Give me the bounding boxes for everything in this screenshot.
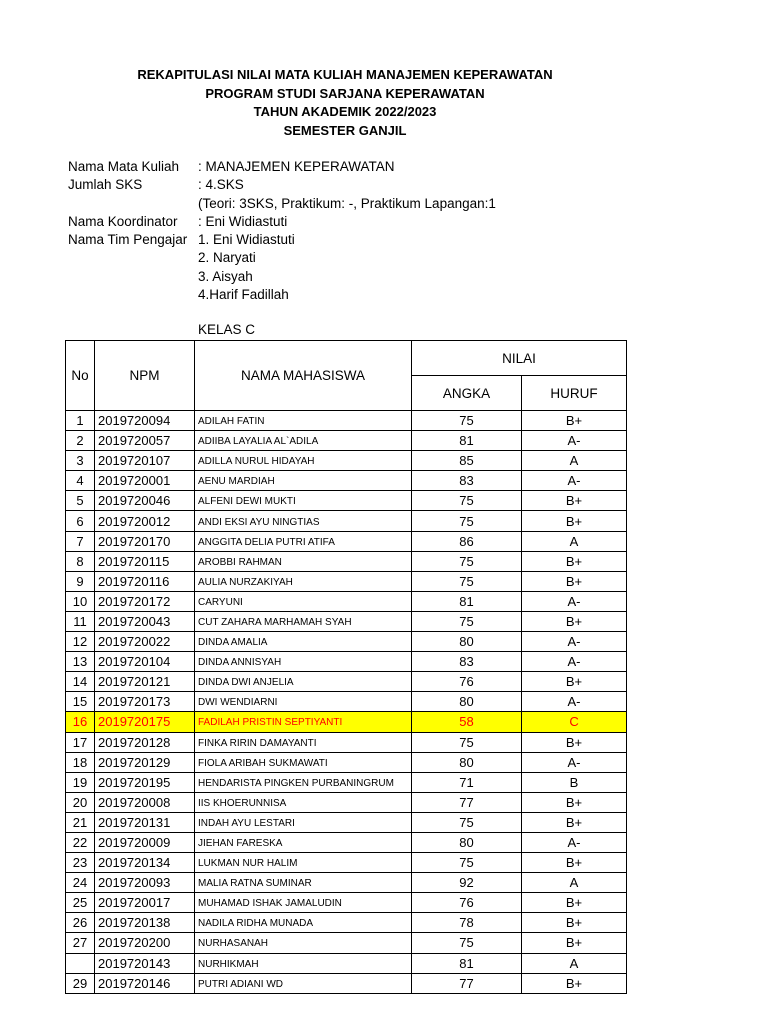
table-row [66, 652, 627, 672]
table-row [66, 712, 627, 732]
row-angka: 75 [412, 611, 522, 631]
row-nama: MALIA RATNA SUMINAR [195, 873, 412, 893]
row-no: 22 [66, 832, 95, 852]
row-npm: 2019720104 [95, 652, 195, 672]
row-nama: DWI WENDIARNI [195, 692, 412, 712]
row-angka: 76 [412, 893, 522, 913]
info-row-tim-2 [68, 249, 496, 267]
row-huruf: A [522, 953, 627, 973]
row-nama: HENDARISTA PINGKEN PURBANINGRUM [195, 772, 412, 792]
table-row [66, 431, 627, 451]
row-nama: ANGGITA DELIA PUTRI ATIFA [195, 531, 412, 551]
tim-pengajar-member: 2. Naryati [198, 250, 256, 266]
title-line-4: SEMESTER GANJIL [283, 122, 407, 138]
row-huruf: B+ [522, 672, 627, 692]
table-row [66, 632, 627, 652]
row-huruf: B+ [522, 411, 627, 431]
row-nama: NADILA RIDHA MUNADA [195, 913, 412, 933]
mata-kuliah-label: Nama Mata Kuliah [68, 159, 180, 174]
row-nama: FINKA RIRIN DAMAYANTI [195, 732, 412, 752]
table-row [66, 531, 627, 551]
info-row-tim-3 [68, 268, 496, 286]
kelas-label: KELAS C [198, 322, 256, 337]
row-huruf: A [522, 873, 627, 893]
row-no: 13 [66, 652, 95, 672]
row-npm: 2019720116 [95, 571, 195, 591]
row-angka: 80 [412, 752, 522, 772]
row-no: 10 [66, 591, 95, 611]
row-npm: 2019720200 [95, 933, 195, 953]
row-huruf: B+ [522, 511, 627, 531]
row-nama: IIS KHOERUNNISA [195, 792, 412, 812]
row-angka: 80 [412, 692, 522, 712]
row-npm: 2019720195 [95, 772, 195, 792]
title-line-3: TAHUN AKADEMIK 2022/2023 [253, 104, 437, 119]
row-nama: NURHIKMAH [195, 953, 412, 973]
row-angka: 75 [412, 551, 522, 571]
row-npm: 2019720094 [95, 411, 195, 431]
row-npm: 2019720001 [95, 471, 195, 491]
table-row [66, 451, 627, 471]
row-angka: 75 [412, 933, 522, 953]
info-row-sks [68, 176, 496, 194]
row-huruf: B+ [522, 933, 627, 953]
row-angka: 78 [412, 913, 522, 933]
row-npm: 2019720134 [95, 853, 195, 873]
mata-kuliah-value: : MANAJEMEN KEPERAWATAN [198, 159, 395, 174]
table-row [66, 772, 627, 792]
table-row [66, 471, 627, 491]
row-huruf: B+ [522, 893, 627, 913]
row-nama: ADILAH FATIN [195, 411, 412, 431]
course-info [68, 158, 496, 304]
info-row-koordinator [68, 213, 496, 231]
row-no: 16 [66, 712, 95, 732]
row-angka: 81 [412, 953, 522, 973]
row-angka: 75 [412, 732, 522, 752]
row-nama: ALFENI DEWI MUKTI [195, 491, 412, 511]
row-angka: 71 [412, 772, 522, 792]
grades-table-body [66, 411, 627, 994]
table-row [66, 752, 627, 772]
row-no: 9 [66, 571, 95, 591]
table-row [66, 812, 627, 832]
koordinator-label: Nama Koordinator [68, 213, 178, 229]
row-nama: PUTRI ADIANI WD [195, 973, 412, 993]
row-no: 7 [66, 531, 95, 551]
tim-pengajar-member: 3. Aisyah [198, 268, 253, 284]
row-npm: 2019720043 [95, 611, 195, 631]
table-row [66, 873, 627, 893]
tim-pengajar-member: 4.Harif Fadillah [198, 287, 289, 303]
row-huruf: B+ [522, 611, 627, 631]
row-huruf: A- [522, 632, 627, 652]
table-row [66, 853, 627, 873]
row-npm: 2019720175 [95, 712, 195, 732]
row-no: 15 [66, 692, 95, 712]
row-huruf: C [522, 712, 627, 732]
row-no: 4 [66, 471, 95, 491]
row-huruf: B+ [522, 812, 627, 832]
row-angka: 83 [412, 471, 522, 491]
table-row [66, 571, 627, 591]
header-nilai: NILAI [412, 341, 627, 376]
row-npm: 2019720009 [95, 832, 195, 852]
row-angka: 75 [412, 491, 522, 511]
row-nama: INDAH AYU LESTARI [195, 812, 412, 832]
row-nama: DINDA AMALIA [195, 632, 412, 652]
row-no [66, 953, 95, 973]
row-huruf: B+ [522, 913, 627, 933]
tim-pengajar-label: Nama Tim Pengajar [68, 232, 188, 248]
document-title-block [0, 66, 690, 140]
table-row [66, 411, 627, 431]
row-npm: 2019720115 [95, 551, 195, 571]
row-no: 27 [66, 933, 95, 953]
table-row [66, 973, 627, 993]
row-huruf: B+ [522, 792, 627, 812]
row-nama: DINDA ANNISYAH [195, 652, 412, 672]
table-row [66, 913, 627, 933]
sks-value: : 4.SKS [198, 177, 244, 193]
row-huruf: A- [522, 431, 627, 451]
row-nama: NURHASANAH [195, 933, 412, 953]
row-huruf: B+ [522, 551, 627, 571]
row-huruf: B+ [522, 571, 627, 591]
row-nama: LUKMAN NUR HALIM [195, 853, 412, 873]
row-nama: CUT ZAHARA MARHAMAH SYAH [195, 611, 412, 631]
sks-label: Jumlah SKS [68, 177, 143, 193]
row-angka: 80 [412, 632, 522, 652]
row-npm: 2019720022 [95, 632, 195, 652]
row-npm: 2019720017 [95, 893, 195, 913]
row-nama: ADIIBA LAYALIA AL`ADILA [195, 431, 412, 451]
table-row [66, 611, 627, 631]
row-no: 23 [66, 853, 95, 873]
row-npm: 2019720121 [95, 672, 195, 692]
row-npm: 2019720138 [95, 913, 195, 933]
row-no: 8 [66, 551, 95, 571]
table-row [66, 551, 627, 571]
row-huruf: A- [522, 591, 627, 611]
row-huruf: B+ [522, 491, 627, 511]
row-no: 29 [66, 973, 95, 993]
row-huruf: A [522, 451, 627, 471]
row-npm: 2019720143 [95, 953, 195, 973]
row-angka: 85 [412, 451, 522, 471]
row-no: 21 [66, 812, 95, 832]
row-angka: 81 [412, 431, 522, 451]
row-nama: ANDI EKSI AYU NINGTIAS [195, 511, 412, 531]
row-nama: DINDA DWI ANJELIA [195, 672, 412, 692]
row-no: 26 [66, 913, 95, 933]
row-no: 5 [66, 491, 95, 511]
row-nama: ADILLA NURUL HIDAYAH [195, 451, 412, 471]
row-no: 17 [66, 732, 95, 752]
row-no: 19 [66, 772, 95, 792]
row-angka: 92 [412, 873, 522, 893]
row-npm: 2019720107 [95, 451, 195, 471]
row-huruf: B+ [522, 732, 627, 752]
row-huruf: A [522, 531, 627, 551]
table-row [66, 832, 627, 852]
row-huruf: A- [522, 652, 627, 672]
row-nama: AROBBI RAHMAN [195, 551, 412, 571]
row-npm: 2019720172 [95, 591, 195, 611]
row-angka: 75 [412, 853, 522, 873]
table-row [66, 792, 627, 812]
row-no: 2 [66, 431, 95, 451]
header-npm: NPM [95, 341, 195, 411]
header-huruf: HURUF [522, 376, 627, 411]
row-nama: JIEHAN FARESKA [195, 832, 412, 852]
row-no: 24 [66, 873, 95, 893]
table-row [66, 511, 627, 531]
row-no: 25 [66, 893, 95, 913]
row-npm: 2019720128 [95, 732, 195, 752]
row-no: 12 [66, 632, 95, 652]
row-angka: 80 [412, 832, 522, 852]
header-nama: NAMA MAHASISWA [195, 341, 412, 411]
row-npm: 2019720093 [95, 873, 195, 893]
table-row [66, 933, 627, 953]
row-angka: 77 [412, 792, 522, 812]
row-no: 20 [66, 792, 95, 812]
row-angka: 81 [412, 591, 522, 611]
row-no: 1 [66, 411, 95, 431]
header-no: No [66, 341, 95, 411]
row-npm: 2019720008 [95, 792, 195, 812]
table-row [66, 732, 627, 752]
row-nama: MUHAMAD ISHAK JAMALUDIN [195, 893, 412, 913]
row-npm: 2019720146 [95, 973, 195, 993]
table-row [66, 692, 627, 712]
row-no: 18 [66, 752, 95, 772]
row-npm: 2019720131 [95, 812, 195, 832]
row-angka: 75 [412, 812, 522, 832]
row-nama: CARYUNI [195, 591, 412, 611]
row-huruf: A- [522, 692, 627, 712]
row-npm: 2019720170 [95, 531, 195, 551]
row-npm: 2019720129 [95, 752, 195, 772]
table-row [66, 893, 627, 913]
row-angka: 58 [412, 712, 522, 732]
grades-table [65, 340, 627, 994]
row-angka: 77 [412, 973, 522, 993]
table-row [66, 953, 627, 973]
row-huruf: B+ [522, 853, 627, 873]
row-no: 3 [66, 451, 95, 471]
row-npm: 2019720012 [95, 511, 195, 531]
row-huruf: A- [522, 752, 627, 772]
row-npm: 2019720057 [95, 431, 195, 451]
row-nama: AULIA NURZAKIYAH [195, 571, 412, 591]
row-nama: FADILAH PRISTIN SEPTIYANTI [195, 712, 412, 732]
row-nama: FIOLA ARIBAH SUKMAWATI [195, 752, 412, 772]
row-huruf: A- [522, 471, 627, 491]
table-row [66, 591, 627, 611]
row-no: 6 [66, 511, 95, 531]
row-nama: AENU MARDIAH [195, 471, 412, 491]
koordinator-value: : Eni Widiastuti [198, 213, 288, 229]
row-angka: 83 [412, 652, 522, 672]
tim-pengajar-member: 1. Eni Widiastuti [198, 232, 295, 248]
info-row-tim-1 [68, 231, 496, 249]
row-huruf: B+ [522, 973, 627, 993]
row-angka: 75 [412, 411, 522, 431]
info-row-mata-kuliah [68, 158, 496, 176]
table-row [66, 491, 627, 511]
header-angka: ANGKA [412, 376, 522, 411]
sks-detail: (Teori: 3SKS, Praktikum: -, Praktikum Lapangan:1 [198, 195, 496, 211]
row-angka: 75 [412, 511, 522, 531]
row-no: 14 [66, 672, 95, 692]
row-npm: 2019720173 [95, 692, 195, 712]
row-angka: 75 [412, 571, 522, 591]
info-row-tim-4 [68, 286, 496, 304]
row-no: 11 [66, 611, 95, 631]
row-angka: 86 [412, 531, 522, 551]
row-angka: 76 [412, 672, 522, 692]
row-huruf: B [522, 772, 627, 792]
info-row-sks-detail [68, 195, 496, 213]
title-line-2: PROGRAM STUDI SARJANA KEPERAWATAN [205, 85, 485, 101]
table-row [66, 672, 627, 692]
title-line-1: REKAPITULASI NILAI MATA KULIAH MANAJEMEN KEPERAWATAN [137, 67, 553, 82]
row-huruf: A- [522, 832, 627, 852]
row-npm: 2019720046 [95, 491, 195, 511]
